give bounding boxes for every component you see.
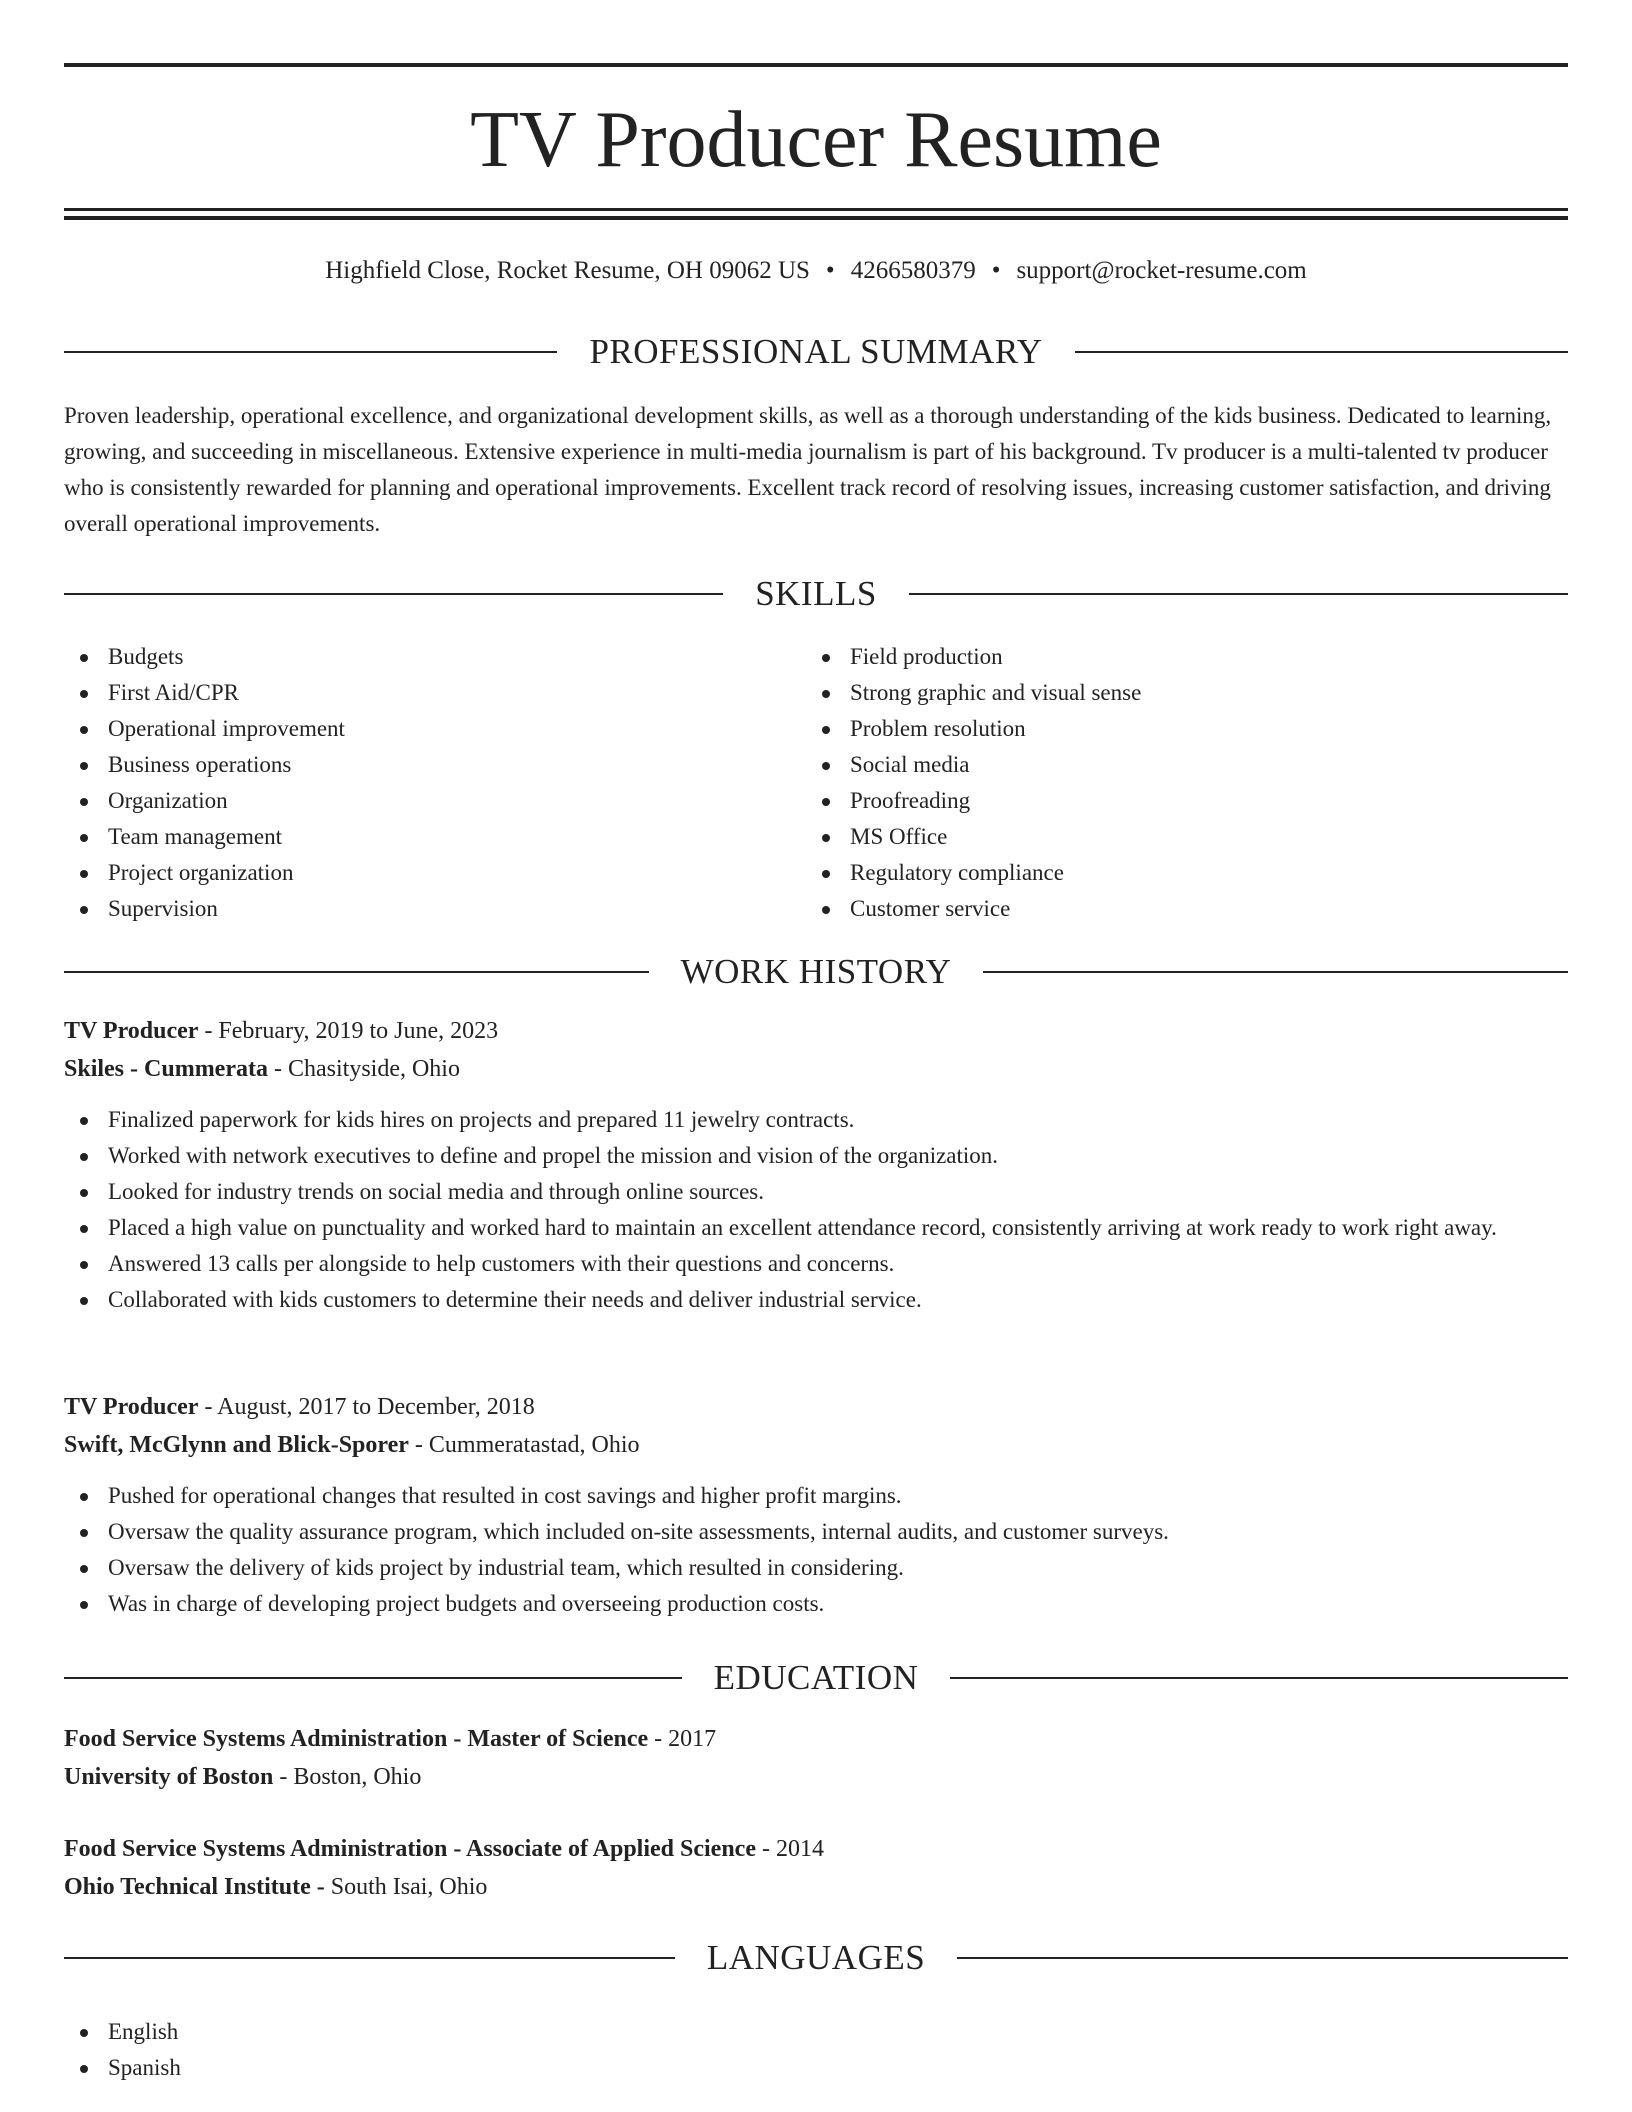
skill-item: Business operations [64,747,764,783]
education-entry [64,1830,1568,1906]
section-heading-education [64,1656,1568,1700]
skill-item: Supervision [64,891,764,927]
skill-item: Team management [64,819,764,855]
contact-address: Highfield Close, Rocket Resume, OH 09062 US [325,257,810,284]
skill-item: Project organization [64,855,764,891]
job-title: TV Producer [64,1394,199,1420]
heading-rule-left [64,971,649,973]
section-title: EDUCATION [713,1658,919,1697]
duty-item: Worked with network executives to define and propel the mission and vision of the organization. [64,1138,1568,1174]
section-title: WORK HISTORY [680,952,952,991]
heading-rule-left [64,1957,675,1959]
skill-item: Strong graphic and visual sense [806,675,1506,711]
education-year: - 2014 [755,1836,824,1862]
summary-paragraph: Proven leadership, operational excellence, and organizational development skills, as well as a thorough understanding of the kids business. Dedicated to learning, growing, and succeeding in miscellaneous. Extensive experience in multi-media journalism is part of his background. Tv producer is a multi-talented tv producer who is consistently rewarded for planning and operational improvements. Excellent track record of resolving issues, increasing customer satisfaction, and driving overall operational improvements. [64,403,1552,536]
duty-item: Was in charge of developing project budgets and overseeing production costs. [64,1586,1568,1622]
skill-item: Problem resolution [806,711,1506,747]
contact-line [64,252,1568,290]
duty-item: Placed a high value on punctuality and worked hard to maintain an excellent attendance record, consistently arriving at work ready to work right away. [64,1210,1568,1246]
section-heading-languages [64,1936,1568,1980]
skill-item: MS Office [806,819,1506,855]
heading-rule-right [957,1957,1568,1959]
education-degree: Food Service Systems Administration - Associate of Applied Science [64,1836,756,1862]
job-employer-line [64,1050,1568,1088]
job-employer-line [64,1426,1568,1464]
education-location: South Isai, Ohio [324,1874,488,1900]
section-heading-skills [64,572,1568,616]
language-item: English [64,2014,664,2050]
section-title: LANGUAGES [706,1938,926,1977]
section-heading-work-history [64,950,1568,994]
skill-item: Field production [806,639,1506,675]
section-title: PROFESSIONAL SUMMARY [589,332,1043,371]
education-degree-line [64,1720,1568,1758]
duty-item: Oversaw the quality assurance program, which included on-site assessments, internal audits, and customer surveys. [64,1514,1568,1550]
education-school: University of Boston [64,1764,274,1790]
contact-email: support@rocket-resume.com [1016,257,1307,284]
heading-rule-right [983,971,1568,973]
skill-item: Budgets [64,639,764,675]
skill-item: Social media [806,747,1506,783]
contact-phone: 4266580379 [850,257,976,284]
section-heading-summary [64,330,1568,374]
job-location: - Cummeratastad, Ohio [408,1432,640,1458]
job-title-line [64,1388,1568,1426]
education-year: - 2017 [648,1726,717,1752]
top-rule [64,63,1568,67]
job-duties [64,1102,1568,1318]
title-double-rule-lower [64,216,1568,220]
job-title-line [64,1012,1568,1050]
section-title: SKILLS [755,574,877,613]
job-dates: - August, 2017 to December, 2018 [198,1394,535,1420]
languages-list [64,2014,664,2086]
job-company: Swift, McGlynn and Blick-Sporer [64,1432,409,1458]
job-location: - Chasityside, Ohio [267,1056,460,1082]
education-entry [64,1720,1568,1796]
job-duties [64,1478,1568,1622]
title-double-rule-upper [64,208,1568,211]
heading-rule-right [950,1677,1568,1679]
skill-item: Organization [64,783,764,819]
heading-rule-left [64,593,723,595]
heading-rule-right [1075,351,1568,353]
skills-list-right [806,639,1506,927]
contact-separator: • [825,257,835,284]
skill-item: Operational improvement [64,711,764,747]
education-degree-line [64,1830,1568,1868]
contact-separator: • [991,257,1001,284]
skills-list-left [64,639,764,927]
job-entry [64,1012,1568,1318]
duty-item: Pushed for operational changes that resulted in cost savings and higher profit margins. [64,1478,1568,1514]
skill-item: Regulatory compliance [806,855,1506,891]
skill-item: Customer service [806,891,1506,927]
language-item: Spanish [64,2050,664,2086]
duty-item: Finalized paperwork for kids hires on projects and prepared 11 jewelry contracts. [64,1102,1568,1138]
heading-rule-left [64,1677,682,1679]
job-entry [64,1388,1568,1622]
resume-title: TV Producer Resume [470,96,1162,184]
job-dates: - February, 2019 to June, 2023 [198,1018,499,1044]
job-title: TV Producer [64,1018,199,1044]
heading-rule-right [909,593,1568,595]
education-location: - Boston, Ohio [273,1764,422,1790]
duty-item: Collaborated with kids customers to determine their needs and deliver industrial service. [64,1282,1568,1318]
duty-item: Answered 13 calls per alongside to help customers with their questions and concerns. [64,1246,1568,1282]
duty-item: Oversaw the delivery of kids project by industrial team, which resulted in considering. [64,1550,1568,1586]
education-degree: Food Service Systems Administration - Master of Science [64,1726,649,1752]
education-school-line [64,1758,1568,1796]
job-company: Skiles - Cummerata [64,1056,268,1082]
skill-item: First Aid/CPR [64,675,764,711]
education-school-line [64,1868,1568,1906]
duty-item: Looked for industry trends on social media and through online sources. [64,1174,1568,1210]
skill-item: Proofreading [806,783,1506,819]
heading-rule-left [64,351,557,353]
education-school: Ohio Technical Institute - [64,1874,325,1900]
